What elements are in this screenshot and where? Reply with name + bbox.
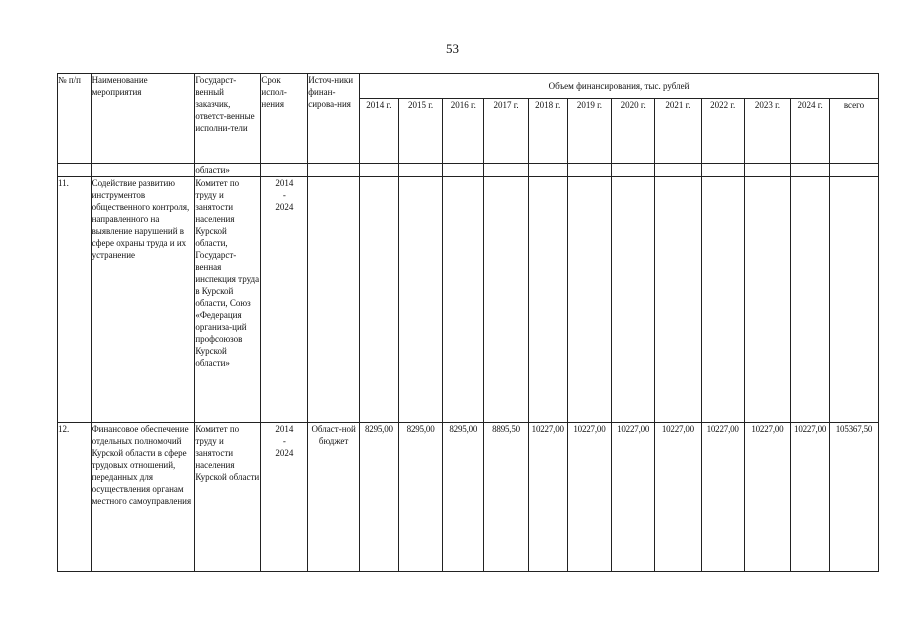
year-header: 2018 г. [528,99,567,164]
row-customer: Комитет по труду и занятости населения Курской области [195,423,261,572]
amount-cell [398,177,443,423]
term-start: 2014 [275,178,294,188]
col-header-num: № п/п [58,74,92,164]
amount-cell [655,177,702,423]
amount-cell: 10227,00 [567,423,612,572]
header-row-top [58,74,879,99]
amount-cell [744,177,791,423]
term-end: 2024 [275,448,294,458]
amount-cell: 10227,00 [612,423,655,572]
amount-cell [484,177,529,423]
financing-table [57,73,879,572]
total-header: всего [829,99,878,164]
amount-cell: 8895,50 [484,423,529,572]
year-header: 2015 г. [398,99,443,164]
table-row [58,423,879,572]
year-header: 2024 г. [791,99,830,164]
row-number: 11. [58,177,92,423]
year-header: 2014 г. [360,99,399,164]
year-header: 2019 г. [567,99,612,164]
row-measure-name: Финансовое обеспечение отдельных полномочий Курской области в сфере трудовых отношений, переданных для осуществления органам местного самоуправления [91,423,195,572]
amount-total-cell [829,177,878,423]
row-measure-name: Содействие развитию инструментов общественного контроля, направленного на выявление нарушений в сфере охраны труда и их устранение [91,177,195,423]
row-number: 12. [58,423,92,572]
carryover-text: области» [195,164,261,177]
table-row [58,177,879,423]
col-header-source: Источ-ники финан-сирова-ния [308,74,360,164]
year-header: 2020 г. [612,99,655,164]
year-header: 2022 г. [701,99,744,164]
amount-cell [701,177,744,423]
year-header: 2021 г. [655,99,702,164]
amount-cell [528,177,567,423]
amount-cell [443,177,484,423]
col-header-customer: Государст-венный заказчик, ответст-венные исполни-тели [195,74,261,164]
amount-cell: 10227,00 [655,423,702,572]
amount-cell [360,177,399,423]
amount-cell: 10227,00 [528,423,567,572]
amount-cell: 8295,00 [398,423,443,572]
col-header-term: Срок испол-нения [261,74,308,164]
amount-cell: 10227,00 [701,423,744,572]
carryover-row [58,164,879,177]
term-dash: - [282,436,286,446]
page-number: 53 [446,41,459,56]
amount-cell: 8295,00 [443,423,484,572]
amount-total-cell: 105367,50 [829,423,878,572]
term-end: 2024 [275,202,294,212]
row-customer: Комитет по труду и занятости населения Курской области, Государст-венная инспекция труда в Курской области, Союз «Федерация организа-ций профсоюзов Курской области» [195,177,261,423]
amount-cell [612,177,655,423]
year-header: 2016 г. [443,99,484,164]
row-term [261,177,308,423]
amount-cell: 10227,00 [744,423,791,572]
col-header-name: Наименование мероприятия [91,74,195,164]
row-source: Област-ной бюджет [308,423,360,572]
year-header: 2023 г. [744,99,791,164]
amount-cell [567,177,612,423]
amount-cell [791,177,830,423]
amount-cell: 10227,00 [791,423,830,572]
term-dash: - [282,190,286,200]
year-header: 2017 г. [484,99,529,164]
amount-cell: 8295,00 [360,423,399,572]
col-header-volume: Объем финансирования, тыс. рублей [360,74,879,99]
row-term [261,423,308,572]
row-source [308,177,360,423]
term-start: 2014 [275,424,294,434]
